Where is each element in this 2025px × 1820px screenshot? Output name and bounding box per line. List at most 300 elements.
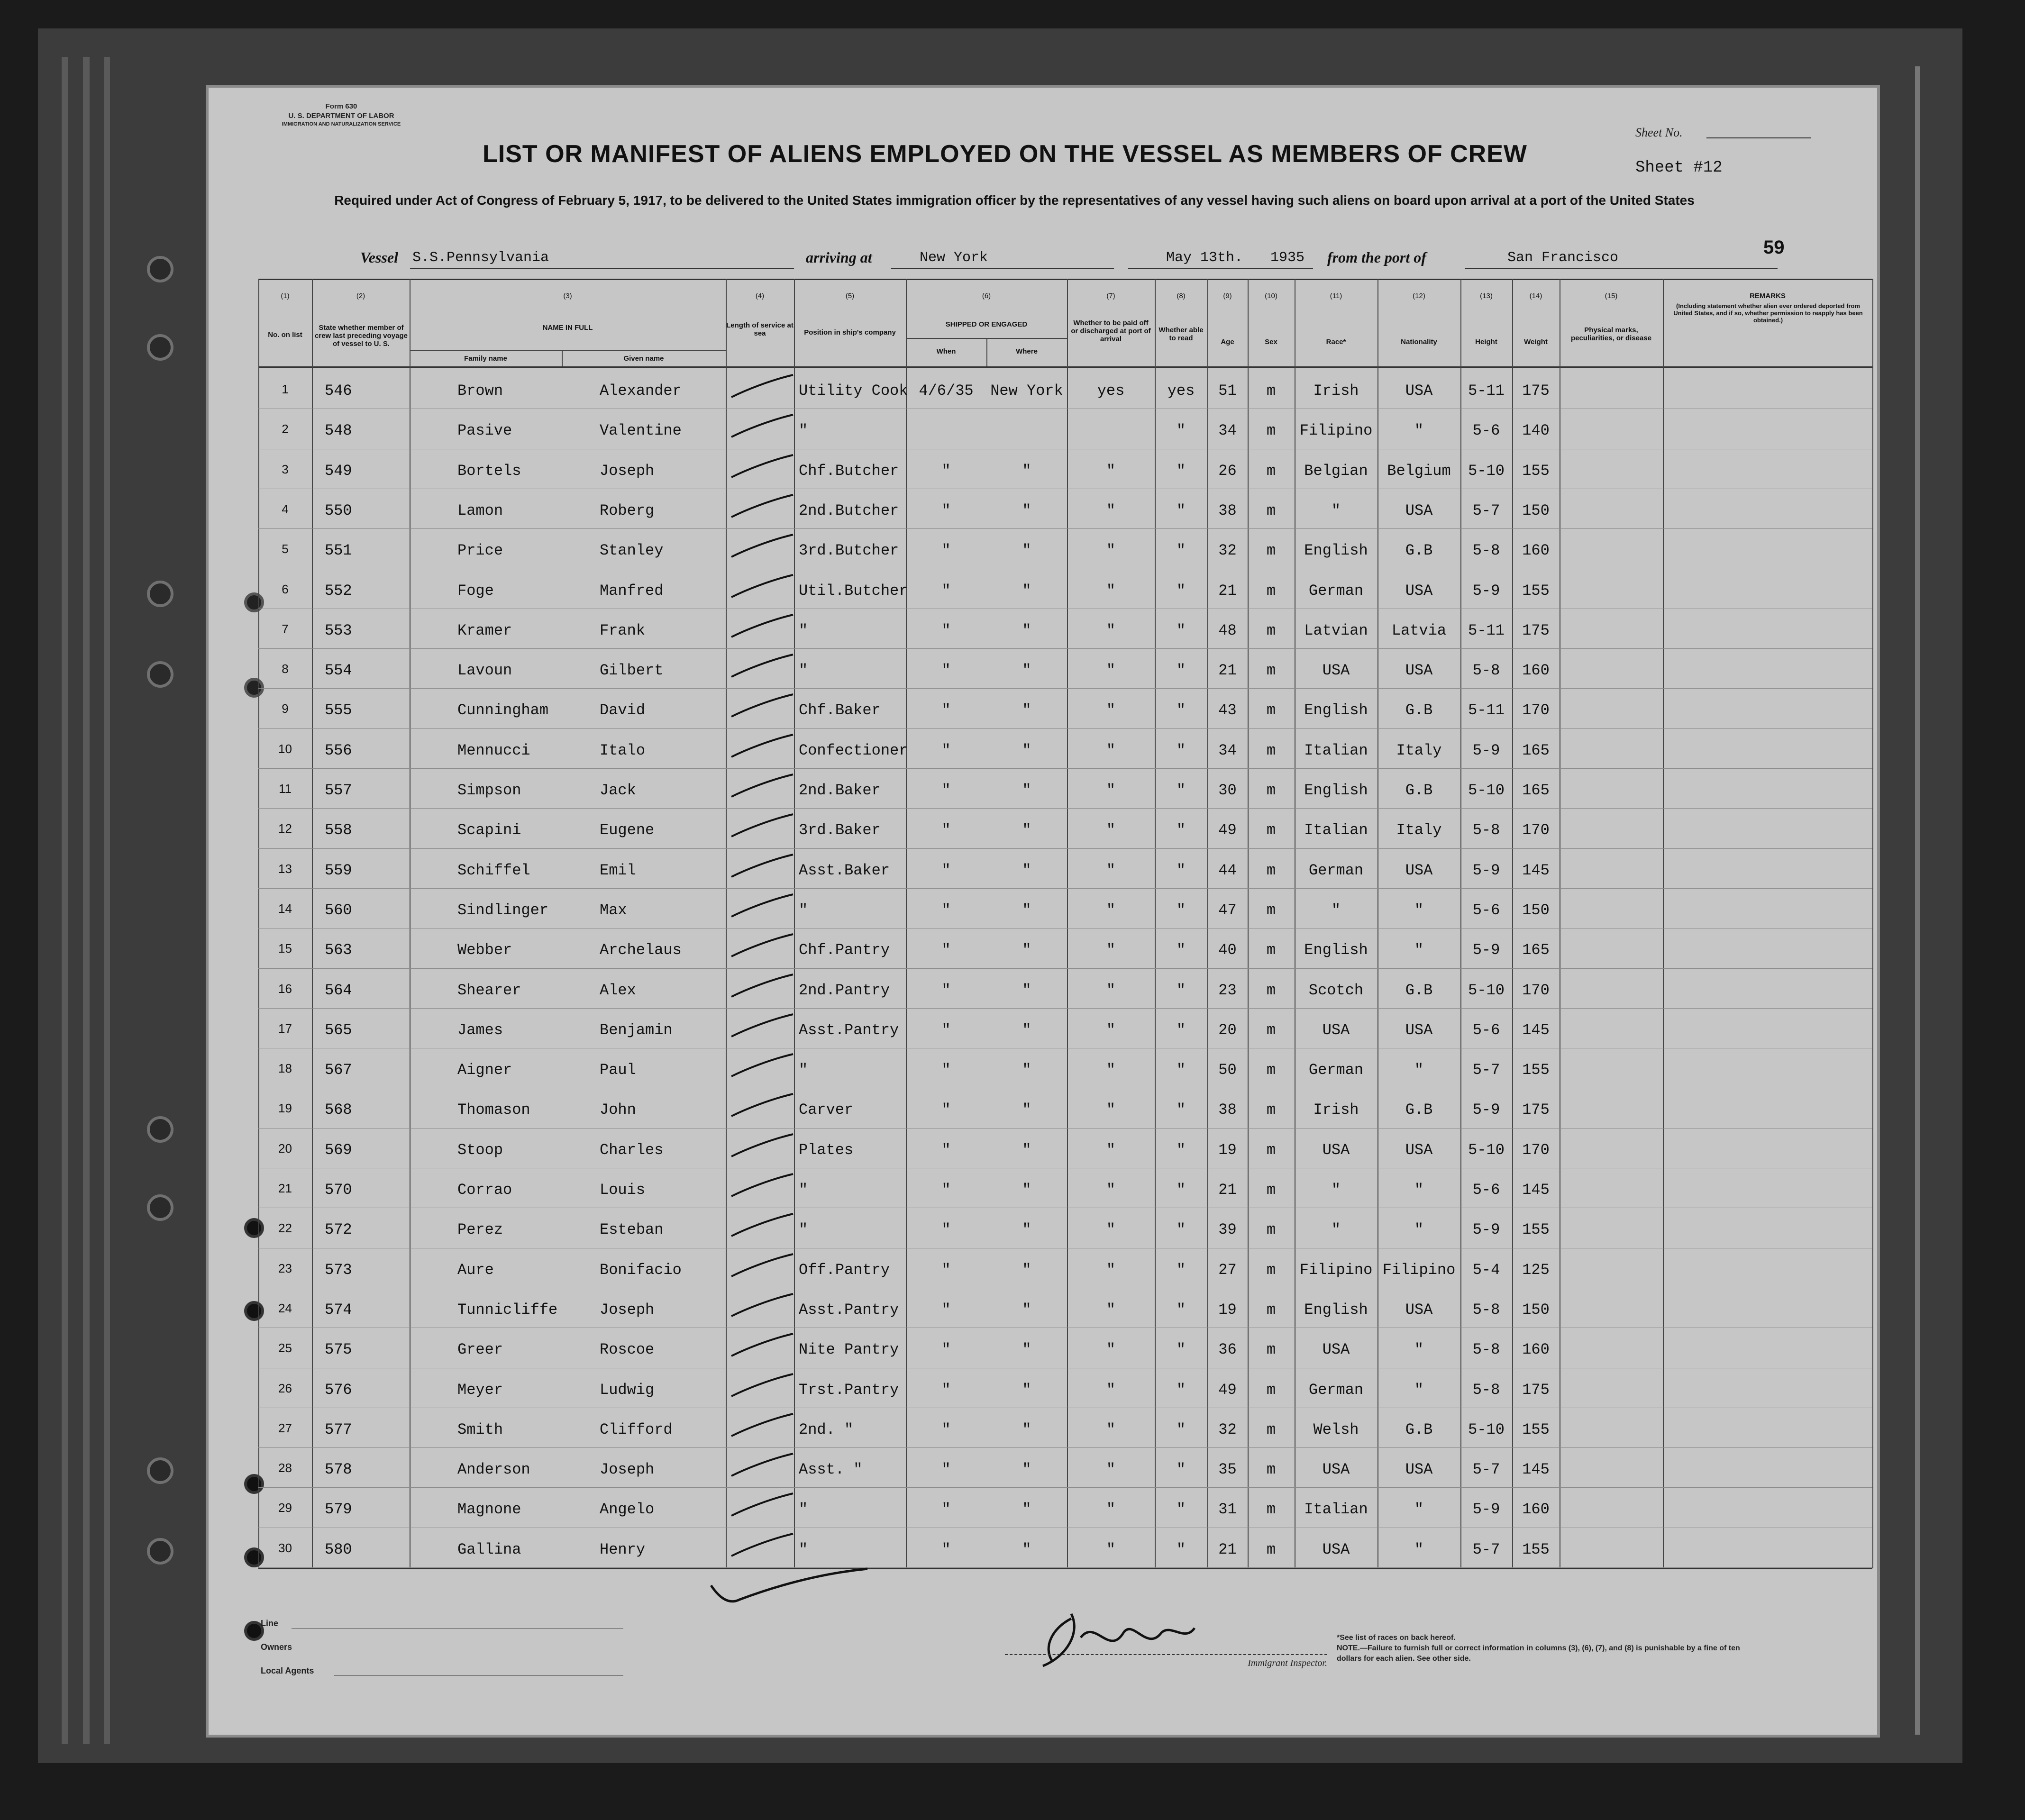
- cell-where: New York: [990, 382, 1063, 400]
- cell-when: ": [941, 1101, 951, 1119]
- cell-prev: 554: [325, 662, 352, 680]
- cell-paid: ": [1106, 1381, 1116, 1399]
- cell-where: ": [1022, 741, 1031, 759]
- cell-given: Jack: [600, 782, 636, 799]
- cell-position: Asst.Baker: [799, 861, 890, 879]
- cell-race: Belgian: [1304, 462, 1368, 480]
- cell-race: Italian: [1304, 1501, 1368, 1519]
- cell-race: Latvian: [1304, 621, 1368, 639]
- cell-position: ": [799, 901, 808, 919]
- cell-sex: m: [1266, 621, 1276, 639]
- column-rule: [312, 279, 313, 1568]
- cell-sex: m: [1266, 1061, 1276, 1079]
- cell-given: John: [600, 1101, 636, 1119]
- cell-age: 49: [1218, 821, 1237, 839]
- cell-paid: ": [1106, 861, 1116, 879]
- crew-manifest-table: [258, 279, 1872, 1573]
- cell-family: Kramer: [457, 621, 512, 639]
- cell-position: Asst.Pantry: [799, 1021, 899, 1039]
- cell-age: 26: [1218, 462, 1237, 480]
- cell-no: 20: [278, 1141, 292, 1156]
- cell-family: Stoop: [457, 1141, 503, 1159]
- cell-position: Chf.Butcher: [799, 462, 899, 480]
- cell-read: ": [1176, 941, 1186, 959]
- cell-family: Anderson: [457, 1461, 530, 1479]
- cell-paid: ": [1106, 1181, 1116, 1199]
- cell-paid: ": [1106, 701, 1116, 719]
- cell-paid: ": [1106, 1061, 1116, 1079]
- cell-given: Roberg: [600, 501, 655, 519]
- cell-no: 13: [278, 861, 292, 876]
- cell-paid: ": [1106, 1261, 1116, 1279]
- cell-height: 5-4: [1472, 1261, 1500, 1279]
- cell-given: Stanley: [600, 542, 664, 560]
- cell-height: 5-7: [1472, 1461, 1500, 1479]
- cell-height: 5-10: [1468, 462, 1505, 480]
- cell-position: ": [799, 1181, 808, 1199]
- cell-race: English: [1304, 701, 1368, 719]
- check-mark: [727, 971, 798, 1004]
- cell-given: David: [600, 701, 646, 719]
- agents-underline: [334, 1675, 623, 1676]
- cell-sex: m: [1266, 1381, 1276, 1399]
- cell-where: ": [1022, 782, 1031, 799]
- cell-age: 50: [1218, 1061, 1237, 1079]
- cell-read: ": [1176, 901, 1186, 919]
- row-rule: [258, 1487, 1872, 1488]
- cell-age: 43: [1218, 701, 1237, 719]
- cell-when: ": [941, 662, 951, 680]
- cell-prev: 565: [325, 1021, 352, 1039]
- cell-position: Plates: [799, 1141, 854, 1159]
- check-mark: [727, 1210, 798, 1243]
- header-able-read: Whether able to read: [1158, 326, 1204, 342]
- vessel-label: Vessel: [360, 249, 398, 266]
- cell-read: ": [1176, 422, 1186, 440]
- cell-no: 21: [278, 1181, 292, 1195]
- cell-height: 5-7: [1472, 501, 1500, 519]
- cell-no: 7: [282, 621, 289, 636]
- cell-when: ": [941, 1501, 951, 1519]
- col-num-2: (2): [356, 292, 365, 300]
- cell-paid: ": [1106, 1540, 1116, 1558]
- cell-position: Trst.Pantry: [799, 1381, 899, 1399]
- cell-where: ": [1022, 1101, 1031, 1119]
- cell-when: ": [941, 1381, 951, 1399]
- binder-hole: [147, 1194, 173, 1221]
- cell-age: 21: [1218, 662, 1237, 680]
- cell-prev: 550: [325, 501, 352, 519]
- cell-family: Webber: [457, 941, 512, 959]
- cell-prev: 559: [325, 861, 352, 879]
- cell-paid: ": [1106, 582, 1116, 600]
- cell-weight: 175: [1522, 382, 1550, 400]
- owners-label: Owners: [261, 1642, 292, 1652]
- cell-age: 44: [1218, 861, 1237, 879]
- cell-nationality: ": [1414, 1540, 1424, 1558]
- cell-weight: 140: [1522, 422, 1550, 440]
- cell-race: Irish: [1313, 382, 1359, 400]
- page-subtitle: Required under Act of Congress of February 5, 1917, to be delivered to the United States immigration officer by the representatives of any vessel having such aliens on board upon arrival at a port of the United States: [334, 193, 1695, 208]
- cell-prev: 553: [325, 621, 352, 639]
- cell-no: 25: [278, 1341, 292, 1356]
- check-mark: [727, 411, 798, 444]
- col-num-8: (8): [1177, 292, 1186, 300]
- column-rule: [1663, 279, 1664, 1568]
- cell-paid: ": [1106, 1501, 1116, 1519]
- cell-prev: 573: [325, 1261, 352, 1279]
- footer-notes: [1337, 1633, 1763, 1664]
- name-subheader-rule: [410, 350, 726, 351]
- cell-height: 5-9: [1472, 741, 1500, 759]
- cell-weight: 175: [1522, 1381, 1550, 1399]
- col-num-14: (14): [1529, 292, 1542, 300]
- check-mark: [727, 451, 798, 484]
- cell-where: ": [1022, 1420, 1031, 1438]
- cell-family: Shearer: [457, 981, 521, 999]
- arriving-port: New York: [920, 250, 988, 266]
- cell-paid: ": [1106, 741, 1116, 759]
- cell-race: German: [1308, 1061, 1364, 1079]
- cell-age: 38: [1218, 501, 1237, 519]
- cell-nationality: G.B: [1405, 542, 1433, 560]
- cell-age: 32: [1218, 1420, 1237, 1438]
- cell-read: ": [1176, 1101, 1186, 1119]
- table-top-rule: [258, 279, 1872, 280]
- cell-given: Joseph: [600, 1461, 655, 1479]
- cell-given: Charles: [600, 1141, 664, 1159]
- cell-given: Alexander: [600, 382, 682, 400]
- header-nationality: Nationality: [1401, 338, 1437, 346]
- header-race: Race*: [1326, 338, 1346, 346]
- cell-read: ": [1176, 1301, 1186, 1319]
- vessel-name: S.S.Pennsylvania: [412, 250, 549, 266]
- cell-sex: m: [1266, 382, 1276, 400]
- cell-family: Foge: [457, 582, 494, 600]
- cell-nationality: ": [1414, 1181, 1424, 1199]
- line-underline: [292, 1628, 623, 1629]
- col-num-15: (15): [1605, 292, 1618, 300]
- cell-position: Chf.Pantry: [799, 941, 890, 959]
- cell-sex: m: [1266, 1021, 1276, 1039]
- cell-when: ": [941, 1301, 951, 1319]
- page-stack-edge: [62, 57, 68, 1744]
- cell-read: ": [1176, 1461, 1186, 1479]
- cell-weight: 155: [1522, 1221, 1550, 1239]
- cell-when: ": [941, 782, 951, 799]
- cell-age: 32: [1218, 542, 1237, 560]
- cell-race: ": [1331, 1181, 1341, 1199]
- cell-race: German: [1308, 1381, 1364, 1399]
- service-name: IMMIGRATION AND NATURALIZATION SERVICE: [282, 121, 401, 127]
- cell-no: 4: [282, 501, 289, 516]
- cell-paid: ": [1106, 981, 1116, 999]
- cell-where: ": [1022, 1461, 1031, 1479]
- cell-given: Louis: [600, 1181, 646, 1199]
- header-where: Where: [1016, 347, 1038, 355]
- cell-paid: yes: [1097, 382, 1125, 400]
- cell-where: ": [1022, 662, 1031, 680]
- cell-prev: 577: [325, 1420, 352, 1438]
- cell-nationality: Italy: [1396, 741, 1442, 759]
- cell-given: Eugene: [600, 821, 655, 839]
- cell-family: Aure: [457, 1261, 494, 1279]
- row-rule: [258, 1008, 1872, 1009]
- cell-weight: 175: [1522, 1101, 1550, 1119]
- cell-prev: 552: [325, 582, 352, 600]
- cell-no: 24: [278, 1301, 292, 1315]
- cell-height: 5-11: [1468, 701, 1505, 719]
- column-rule: [1872, 279, 1873, 1568]
- cell-position: Utility Cook: [799, 382, 908, 400]
- cell-given: Benjamin: [600, 1021, 673, 1039]
- cell-where: ": [1022, 462, 1031, 480]
- cell-weight: 150: [1522, 1301, 1550, 1319]
- note-races: *See list of races on back hereof.: [1337, 1634, 1456, 1642]
- cell-paid: ": [1106, 1141, 1116, 1159]
- cell-weight: 145: [1522, 861, 1550, 879]
- cell-family: Lavoun: [457, 662, 512, 680]
- cell-position: ": [799, 621, 808, 639]
- cell-nationality: USA: [1405, 1301, 1433, 1319]
- row-rule: [258, 808, 1872, 809]
- sheet-number: Sheet #12: [1635, 159, 1723, 177]
- cell-when: ": [941, 1181, 951, 1199]
- cell-height: 5-9: [1472, 1501, 1500, 1519]
- cell-read: ": [1176, 782, 1186, 799]
- cell-weight: 155: [1522, 462, 1550, 480]
- cell-sex: m: [1266, 542, 1276, 560]
- header-position: Position in ship's company: [804, 328, 896, 337]
- cell-age: 21: [1218, 1540, 1237, 1558]
- cell-given: Italo: [600, 741, 646, 759]
- cell-where: ": [1022, 582, 1031, 600]
- cell-when: ": [941, 901, 951, 919]
- cell-sex: m: [1266, 861, 1276, 879]
- cell-read: ": [1176, 981, 1186, 999]
- cell-race: English: [1304, 1301, 1368, 1319]
- cell-race: German: [1308, 582, 1364, 600]
- cell-height: 5-9: [1472, 582, 1500, 600]
- cell-position: 2nd.Baker: [799, 782, 881, 799]
- cell-where: ": [1022, 501, 1031, 519]
- cell-nationality: Belgium: [1387, 462, 1451, 480]
- inspector-label: Immigrant Inspector.: [1005, 1654, 1327, 1669]
- cell-prev: 575: [325, 1341, 352, 1359]
- cell-no: 9: [282, 701, 289, 716]
- col-num-10: (10): [1265, 292, 1277, 300]
- row-rule: [258, 528, 1872, 529]
- cell-height: 5-6: [1472, 422, 1500, 440]
- cell-sex: m: [1266, 501, 1276, 519]
- manifest-sheet: [209, 88, 1877, 1735]
- cell-weight: 155: [1522, 582, 1550, 600]
- check-mark: [727, 531, 798, 564]
- cell-prev: 568: [325, 1101, 352, 1119]
- cell-read: ": [1176, 1501, 1186, 1519]
- cell-weight: 160: [1522, 662, 1550, 680]
- header-name-in-full: NAME IN FULL: [542, 324, 593, 332]
- cell-where: ": [1022, 621, 1031, 639]
- cell-age: 36: [1218, 1341, 1237, 1359]
- check-mark: [727, 611, 798, 644]
- header-when: When: [936, 347, 956, 355]
- binder-hole: [147, 661, 173, 688]
- cell-sex: m: [1266, 462, 1276, 480]
- cell-position: Confectioner: [799, 741, 908, 759]
- cell-sex: m: [1266, 1181, 1276, 1199]
- cell-height: 5-10: [1468, 1141, 1505, 1159]
- cell-read: ": [1176, 662, 1186, 680]
- check-mark: [727, 891, 798, 924]
- cell-read: ": [1176, 1261, 1186, 1279]
- row-rule: [258, 968, 1872, 969]
- binder-hole: [147, 581, 173, 607]
- cell-race: USA: [1322, 662, 1350, 680]
- check-mark: [727, 651, 798, 684]
- cell-height: 5-6: [1472, 1181, 1500, 1199]
- cell-paid: ": [1106, 1021, 1116, 1039]
- cell-family: Magnone: [457, 1501, 521, 1519]
- cell-paid: ": [1106, 782, 1116, 799]
- cell-position: ": [799, 1221, 808, 1239]
- cell-height: 5-9: [1472, 1221, 1500, 1239]
- cell-when: ": [941, 462, 951, 480]
- cell-read: ": [1176, 1181, 1186, 1199]
- row-rule: [258, 768, 1872, 769]
- cell-nationality: USA: [1405, 861, 1433, 879]
- cell-height: 5-10: [1468, 981, 1505, 999]
- cell-given: Paul: [600, 1061, 636, 1079]
- cell-prev: 572: [325, 1221, 352, 1239]
- cell-family: Lamon: [457, 501, 503, 519]
- handwritten-check-mark: [706, 1566, 877, 1623]
- cell-race: USA: [1322, 1141, 1350, 1159]
- cell-paid: ": [1106, 501, 1116, 519]
- cell-paid: ": [1106, 1101, 1116, 1119]
- cell-race: Filipino: [1299, 422, 1373, 440]
- cell-weight: 170: [1522, 1141, 1550, 1159]
- cell-family: Smith: [457, 1420, 503, 1438]
- cell-age: 23: [1218, 981, 1237, 999]
- cell-race: German: [1308, 861, 1364, 879]
- cell-no: 3: [282, 462, 289, 476]
- cell-given: Joseph: [600, 1301, 655, 1319]
- cell-no: 10: [278, 741, 292, 756]
- cell-sex: m: [1266, 1261, 1276, 1279]
- cell-nationality: G.B: [1405, 701, 1433, 719]
- cell-paid: ": [1106, 662, 1116, 680]
- check-mark: [727, 571, 798, 604]
- check-mark: [727, 1330, 798, 1363]
- row-rule: [258, 648, 1872, 649]
- cell-race: Italian: [1304, 821, 1368, 839]
- cell-read: ": [1176, 1381, 1186, 1399]
- cell-height: 5-8: [1472, 662, 1500, 680]
- check-mark: [727, 810, 798, 844]
- cell-sex: m: [1266, 1540, 1276, 1558]
- cell-height: 5-10: [1468, 782, 1505, 799]
- cell-when: ": [941, 1461, 951, 1479]
- cell-nationality: Filipino: [1382, 1261, 1456, 1279]
- cell-position: Asst.Pantry: [799, 1301, 899, 1319]
- cell-race: English: [1304, 941, 1368, 959]
- check-mark: [727, 1290, 798, 1323]
- cell-age: 35: [1218, 1461, 1237, 1479]
- cell-paid: ": [1106, 1420, 1116, 1438]
- cell-position: 2nd.Butcher: [799, 501, 899, 519]
- cell-race: Welsh: [1313, 1420, 1359, 1438]
- cell-when: ": [941, 621, 951, 639]
- header-no-on-list: No. on list: [268, 331, 302, 339]
- cell-weight: 165: [1522, 741, 1550, 759]
- cell-read: ": [1176, 741, 1186, 759]
- cell-nationality: ": [1414, 1221, 1424, 1239]
- cell-read: ": [1176, 501, 1186, 519]
- cell-sex: m: [1266, 981, 1276, 999]
- check-mark: [727, 1490, 798, 1523]
- cell-paid: ": [1106, 1301, 1116, 1319]
- cell-nationality: Latvia: [1391, 621, 1447, 639]
- cell-given: Frank: [600, 621, 646, 639]
- check-mark: [727, 1090, 798, 1123]
- cell-race: USA: [1322, 1540, 1350, 1558]
- date-underline: [1128, 268, 1313, 269]
- cell-age: 49: [1218, 1381, 1237, 1399]
- cell-when: ": [941, 542, 951, 560]
- header-remarks-note: (Including statement whether alien ever ordered deported from United States, and if so, whether permission to reapply has been obtained.): [1673, 302, 1863, 324]
- cell-weight: 125: [1522, 1261, 1550, 1279]
- cell-when: ": [941, 1540, 951, 1558]
- cell-weight: 165: [1522, 941, 1550, 959]
- cell-position: 3rd.Baker: [799, 821, 881, 839]
- cell-weight: 165: [1522, 782, 1550, 799]
- cell-weight: 145: [1522, 1181, 1550, 1199]
- cell-height: 5-8: [1472, 542, 1500, 560]
- cell-age: 48: [1218, 621, 1237, 639]
- cell-race: ": [1331, 1221, 1341, 1239]
- cell-where: ": [1022, 1261, 1031, 1279]
- row-rule: [258, 888, 1872, 889]
- header-weight: Weight: [1524, 338, 1548, 346]
- cell-no: 1: [282, 382, 289, 396]
- header-physical: Physical marks, peculiarities, or disease: [1570, 326, 1652, 342]
- cell-read: ": [1176, 1341, 1186, 1359]
- cell-prev: 546: [325, 382, 352, 400]
- page-title: LIST OR MANIFEST OF ALIENS EMPLOYED ON THE VESSEL AS MEMBERS OF CREW: [483, 140, 1527, 168]
- binder-hole: [147, 1538, 173, 1565]
- table-bottom-rule: [258, 1568, 1872, 1569]
- cell-read: ": [1176, 462, 1186, 480]
- row-rule: [258, 688, 1872, 689]
- cell-race: Scotch: [1308, 981, 1364, 999]
- header-age: Age: [1221, 338, 1234, 346]
- cell-given: Bonifacio: [600, 1261, 682, 1279]
- cell-when: ": [941, 701, 951, 719]
- cell-age: 34: [1218, 422, 1237, 440]
- cell-read: ": [1176, 1021, 1186, 1039]
- cell-prev: 549: [325, 462, 352, 480]
- cell-prev: 567: [325, 1061, 352, 1079]
- cell-prev: 564: [325, 981, 352, 999]
- cell-nationality: G.B: [1405, 1101, 1433, 1119]
- cell-weight: 160: [1522, 542, 1550, 560]
- check-mark: [727, 930, 798, 964]
- cell-family: Tunnicliffe: [457, 1301, 558, 1319]
- cell-height: 5-7: [1472, 1540, 1500, 1558]
- cell-where: ": [1022, 701, 1031, 719]
- from-port-underline: [1465, 268, 1778, 269]
